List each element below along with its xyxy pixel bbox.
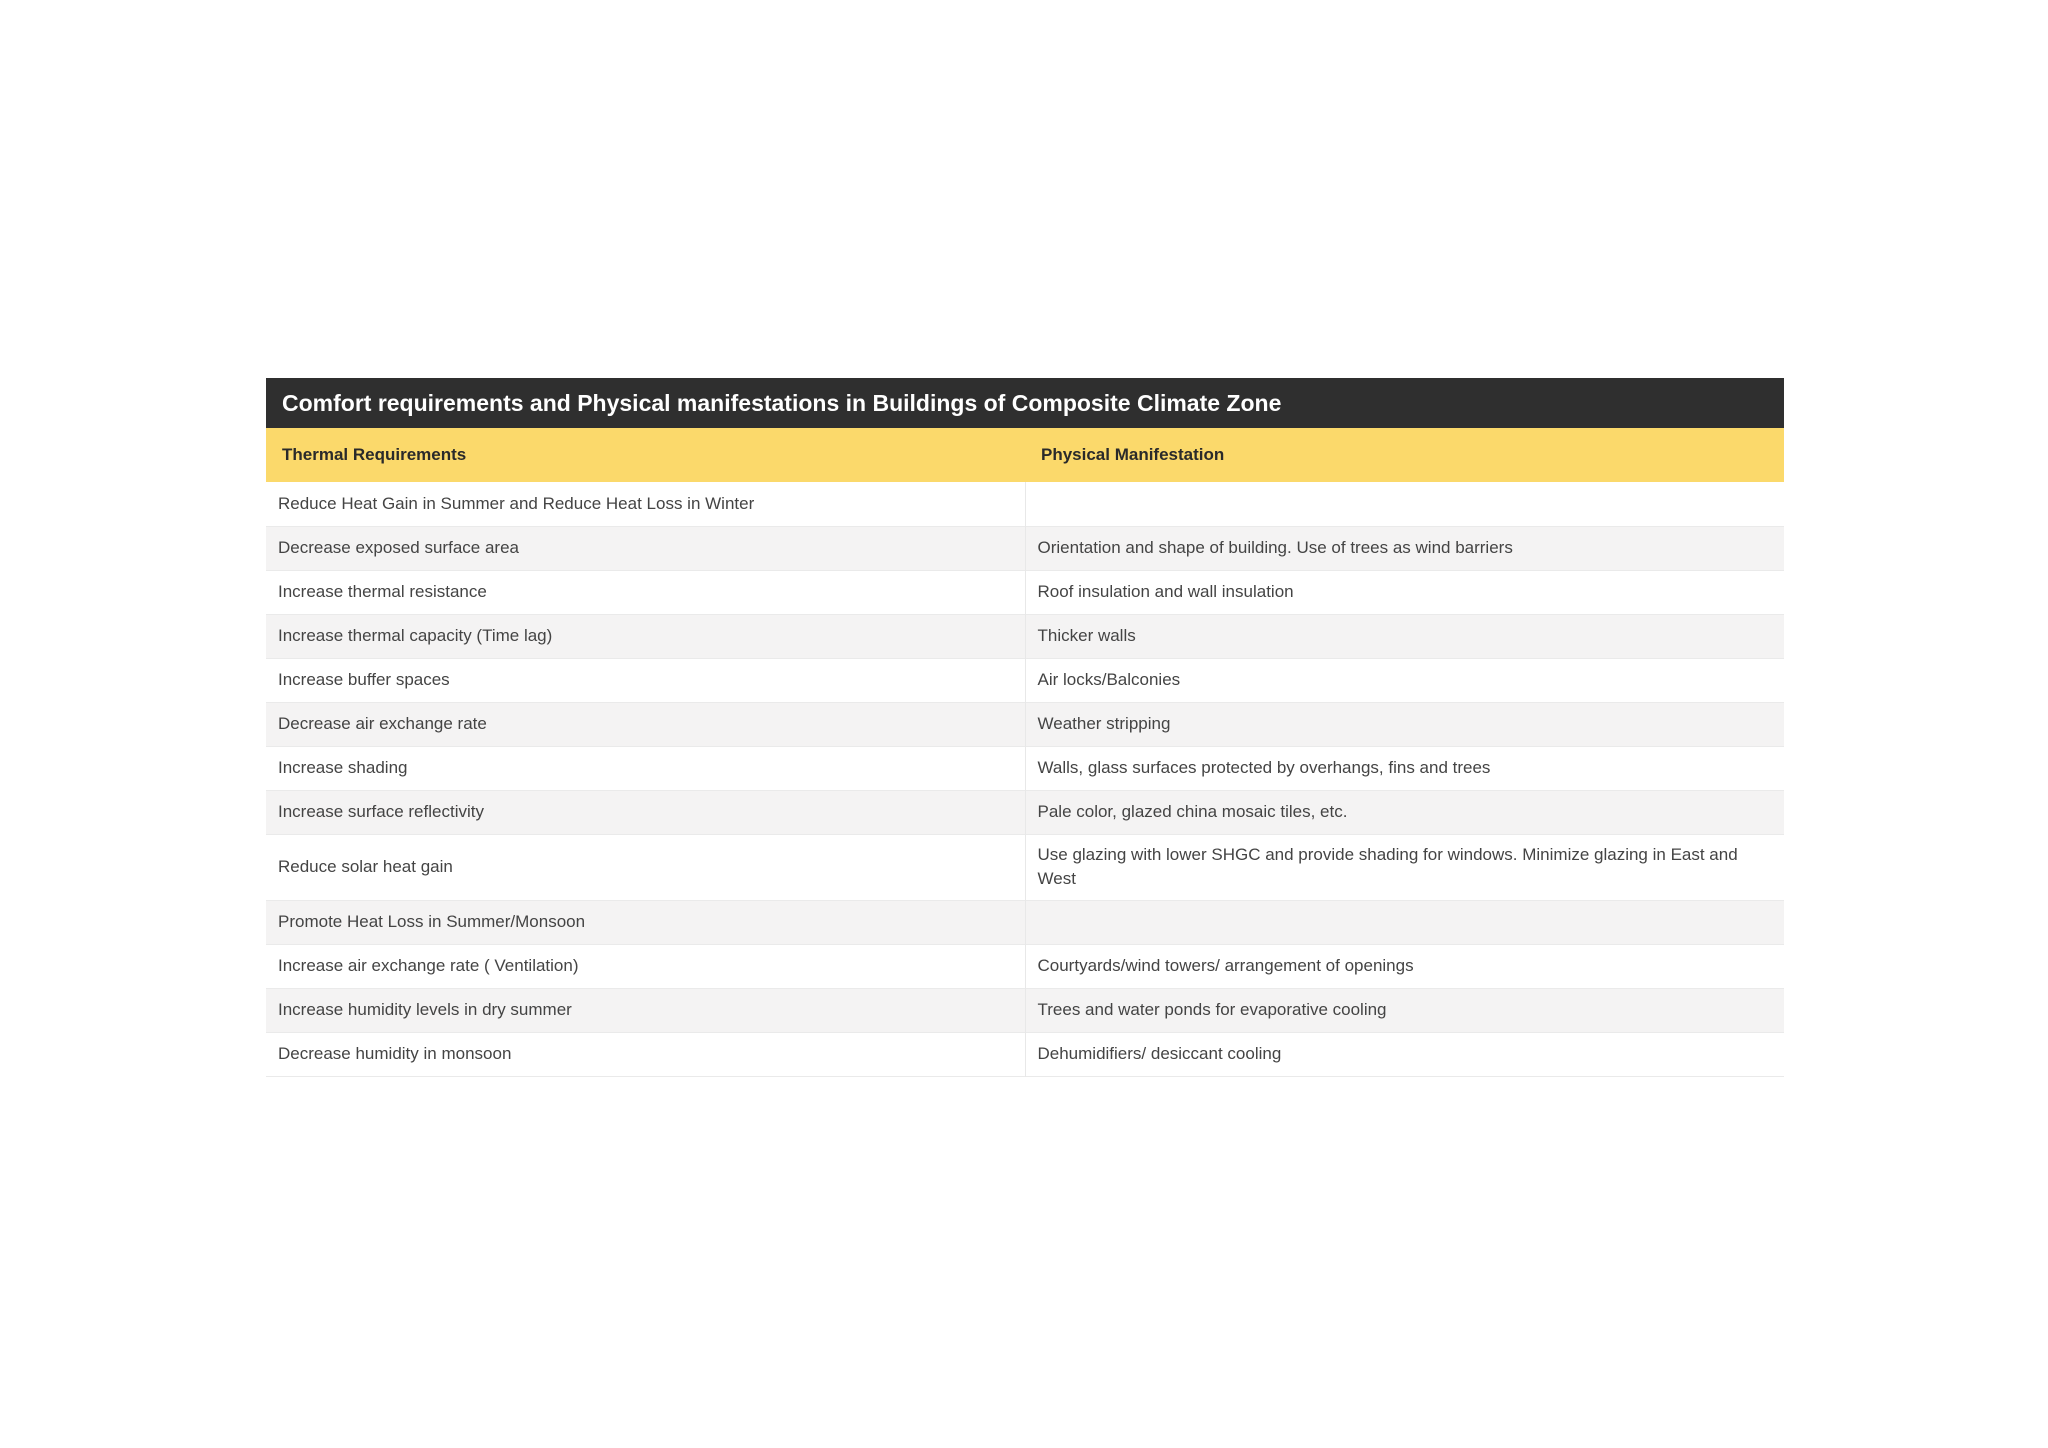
table-row bbox=[266, 614, 1784, 658]
thermal-requirement-cell: Reduce Heat Gain in Summer and Reduce Heat Loss in Winter bbox=[266, 482, 1025, 526]
header-thermal-requirements: Thermal Requirements bbox=[266, 428, 1025, 482]
physical-manifestation-cell: Walls, glass surfaces protected by overhangs, fins and trees bbox=[1025, 746, 1784, 790]
physical-manifestation-cell: Roof insulation and wall insulation bbox=[1025, 570, 1784, 614]
table-row bbox=[266, 790, 1784, 834]
physical-manifestation-cell: Pale color, glazed china mosaic tiles, etc. bbox=[1025, 790, 1784, 834]
table-row bbox=[266, 526, 1784, 570]
table-row bbox=[266, 988, 1784, 1032]
physical-manifestation-cell: Use glazing with lower SHGC and provide shading for windows. Minimize glazing in East and West bbox=[1025, 834, 1784, 900]
thermal-requirement-cell: Decrease exposed surface area bbox=[266, 526, 1025, 570]
table-row bbox=[266, 658, 1784, 702]
thermal-requirement-cell: Promote Heat Loss in Summer/Monsoon bbox=[266, 900, 1025, 944]
thermal-requirement-cell: Increase thermal capacity (Time lag) bbox=[266, 614, 1025, 658]
thermal-requirement-cell: Increase thermal resistance bbox=[266, 570, 1025, 614]
requirements-grid bbox=[266, 428, 1784, 1077]
physical-manifestation-cell: Trees and water ponds for evaporative cooling bbox=[1025, 988, 1784, 1032]
physical-manifestation-cell bbox=[1025, 900, 1784, 944]
table-row bbox=[266, 834, 1784, 900]
thermal-requirement-cell: Decrease air exchange rate bbox=[266, 702, 1025, 746]
table-row bbox=[266, 702, 1784, 746]
physical-manifestation-cell: Orientation and shape of building. Use of trees as wind barriers bbox=[1025, 526, 1784, 570]
thermal-requirement-cell: Increase air exchange rate ( Ventilation) bbox=[266, 944, 1025, 988]
thermal-requirement-cell: Increase buffer spaces bbox=[266, 658, 1025, 702]
thermal-requirement-cell: Increase humidity levels in dry summer bbox=[266, 988, 1025, 1032]
thermal-requirement-cell: Decrease humidity in monsoon bbox=[266, 1032, 1025, 1076]
physical-manifestation-cell: Thicker walls bbox=[1025, 614, 1784, 658]
table-row bbox=[266, 746, 1784, 790]
physical-manifestation-cell: Air locks/Balconies bbox=[1025, 658, 1784, 702]
table-row bbox=[266, 900, 1784, 944]
thermal-requirement-cell: Increase surface reflectivity bbox=[266, 790, 1025, 834]
table-row bbox=[266, 1032, 1784, 1076]
thermal-requirement-cell: Reduce solar heat gain bbox=[266, 834, 1025, 900]
comfort-requirements-table bbox=[266, 378, 1784, 1077]
header-row bbox=[266, 428, 1784, 482]
header-physical-manifestation: Physical Manifestation bbox=[1025, 428, 1784, 482]
table-row bbox=[266, 944, 1784, 988]
physical-manifestation-cell: Weather stripping bbox=[1025, 702, 1784, 746]
table-row bbox=[266, 570, 1784, 614]
physical-manifestation-cell bbox=[1025, 482, 1784, 526]
thermal-requirement-cell: Increase shading bbox=[266, 746, 1025, 790]
table-title: Comfort requirements and Physical manifestations in Buildings of Composite Climate Zone bbox=[266, 378, 1784, 428]
physical-manifestation-cell: Courtyards/wind towers/ arrangement of openings bbox=[1025, 944, 1784, 988]
physical-manifestation-cell: Dehumidifiers/ desiccant cooling bbox=[1025, 1032, 1784, 1076]
table-row bbox=[266, 482, 1784, 526]
